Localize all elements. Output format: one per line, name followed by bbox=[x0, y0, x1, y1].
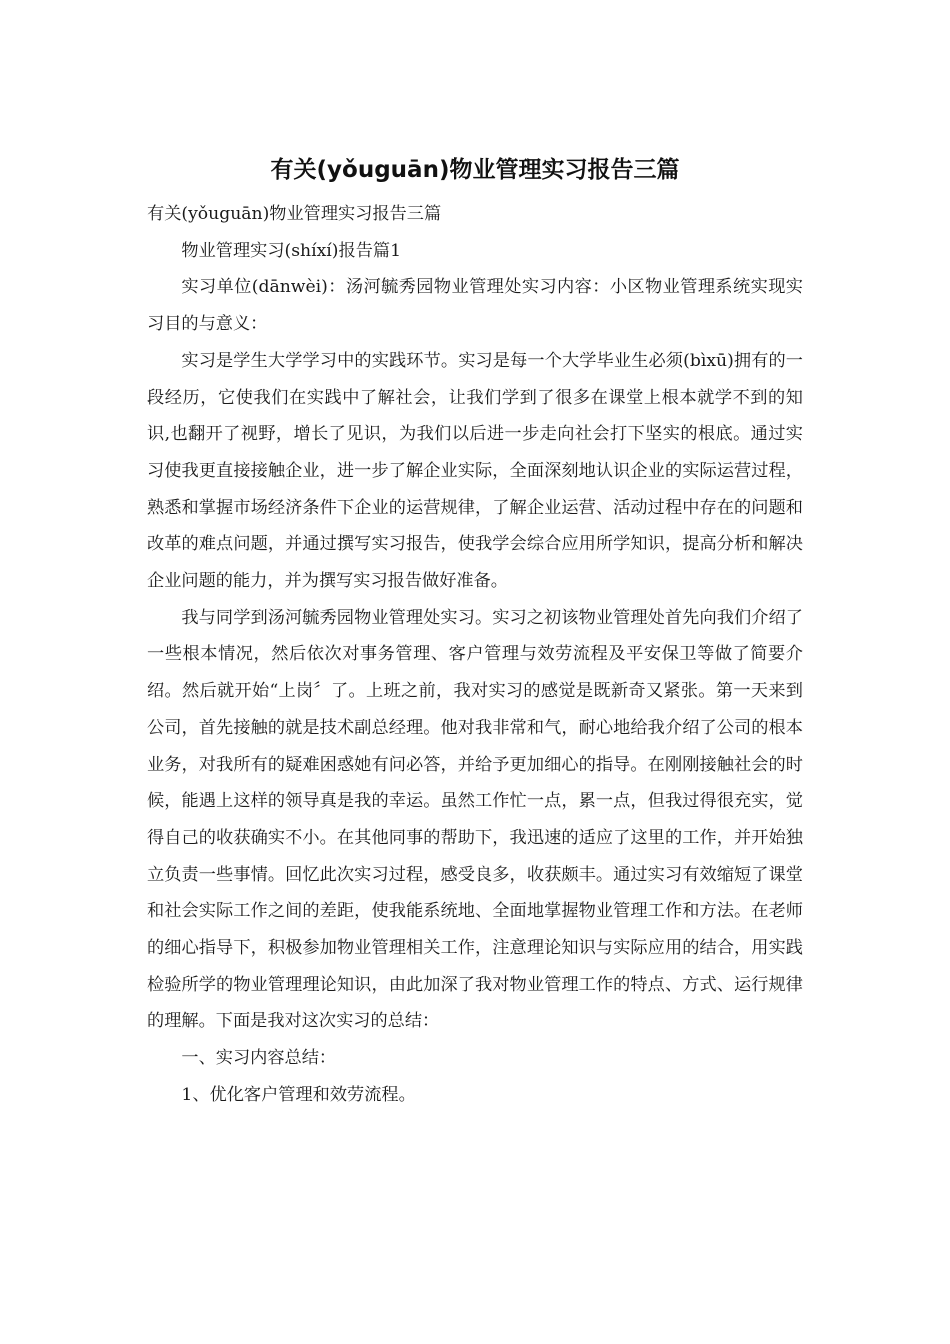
subtitle-paragraph: 有关(yǒuguān)物业管理实习报告三篇 bbox=[147, 204, 442, 224]
summary-heading: 一、实习内容总结： bbox=[181, 1048, 337, 1069]
list-item: 1、优化客户管理和效劳流程。 bbox=[181, 1084, 416, 1105]
section-heading: 物业管理实习(shíxí)报告篇1 bbox=[181, 240, 402, 261]
purpose-paragraph: 实习是学生大学学习中的实践环节。实习是每一个大学毕业生必须(bìxū)拥有的一段经历，它使我们在实践中了解社会，让我们学到了很多在课堂上根本就学不到的知识,也翻开了视野，增长了见识，为我们以后进一步走向社会打下坚实的根底。通过实习使我更直接接触企业，进一步了解企业实际，全面深刻地认识企业的实际运营过程，熟悉和掌握市场经济条件下企业的运营规律，了解企业运营、活动过程中存在的问题和改革的难点问题，并通过撰写实习报告，使我学会综合应用所学知识，提高分析和解决企业问题的能力，并为撰写实习报告做好准备。 bbox=[147, 350, 803, 592]
document-body bbox=[147, 196, 803, 1114]
experience-paragraph: 我与同学到汤河毓秀园物业管理处实习。实习之初该物业管理处首先向我们介绍了一些根本情况，然后依次对事务管理、客户管理与效劳流程及平安保卫等做了简要介绍。然后就开始“上岗〞了。上班之前，我对实习的感觉是既新奇又紧张。第一天来到公司，首先接触的就是技术副总经理。他对我非常和气，耐心地给我介绍了公司的根本业务，对我所有的疑难困惑她有问必答，并给予更加细心的指导。在刚刚接触社会的时候，能遇上这样的领导真是我的幸运。虽然工作忙一点，累一点，但我过得很充实，觉得自己的收获确实不小。在其他同事的帮助下，我迅速的适应了这里的工作，并开始独立负责一些事情。回忆此次实习过程，感受良多，收获颇丰。通过实习有效缩短了课堂和社会实际工作之间的差距，使我能系统地、全面地掌握物业管理工作和方法。在老师的细心指导下，积极参加物业管理相关工作，注意理论知识与实际应用的结合，用实践检验所学的物业管理理论知识，由此加深了我对物业管理工作的特点、方式、运行规律的理解。下面是我对这次实习的总结： bbox=[147, 607, 803, 1032]
document-title: 有关(yǒuguān)物业管理实习报告三篇 bbox=[270, 157, 680, 183]
internship-unit-paragraph: 实习单位(dānwèi)：汤河毓秀园物业管理处实习内容：小区物业管理系统实现实习目的与意义： bbox=[147, 277, 803, 335]
